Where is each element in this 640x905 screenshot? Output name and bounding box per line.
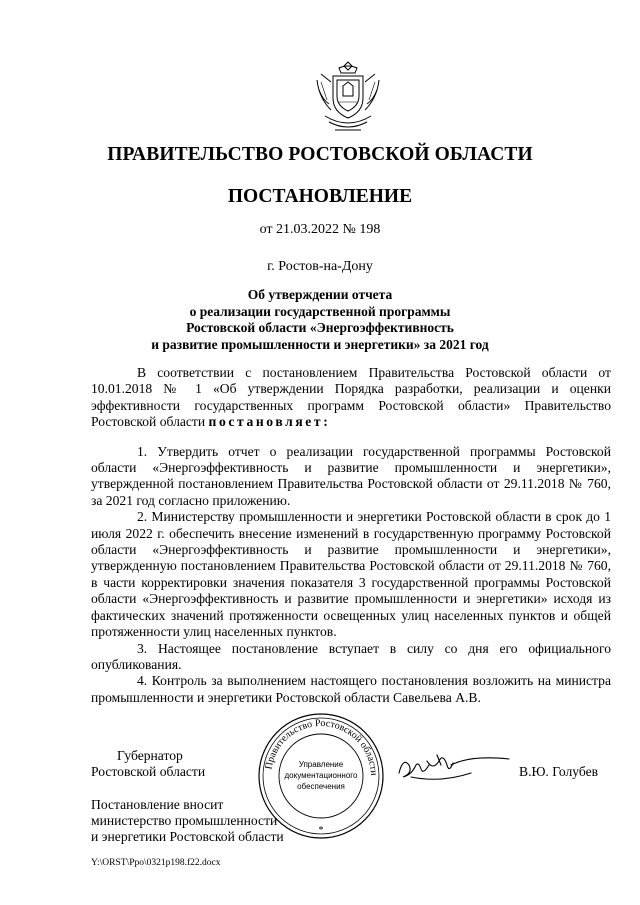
signatory-name: В.Ю. Голубев <box>519 764 599 779</box>
item-2: 2. Министерству промышленности и энергетики Ростовской области в срок до 1 июля 2022 г. обеспечить внесение изменений в государственную программу Ростовской области «Энергоэффективность и развитие промышленности и энергетики», утвержденную постановлением Правительства Ростовской области от 29.11.2018 № 760, в части корректировки значения показателя 3 государственной программы Ростовской области «Энергоэффективность и развитие промышленности и энергетики» исходя из фактических значений протяженности освещенных улиц населенных пунктов и общей протяженности улиц населенных пунктов. <box>91 509 611 640</box>
preamble <box>91 365 611 431</box>
stamp-inner-line3: обеспечения <box>297 782 345 791</box>
signatory-position-line2: Ростовской области <box>91 764 206 779</box>
stamp-ring-text: Правительство Ростовской области <box>263 717 380 776</box>
item-4: 4. Контроль за выполнением настоящего постановления возложить на министра промышленности и энергетики Ростовской области Савельева А.В. <box>91 673 611 705</box>
signatory-position-line1: Губернатор <box>117 748 183 763</box>
stamp-inner-line2: документационного <box>284 771 358 780</box>
item-1: 1. Утвердить отчет о реализации государственной программы Ростовской области «Энергоэффективность и развитие промышленности и энергетики», утвержденной постановлением Правительства Ростовской области от 29.11.2018 № 760, за 2021 год согласно приложению. <box>91 443 611 508</box>
preamble-text: В соответствии с постановлением Правительства Ростовской области от 10.01.2018 № 1 «Об утверждении Порядка разработки, реализации и оценки эффективности государственных программ Ростовской области» Правительство Ростовской области <box>91 365 611 430</box>
subject-line: Об утверждении отчета <box>247 287 393 302</box>
rostov-oblast-coat-of-arms-icon <box>313 60 383 136</box>
document-body <box>91 365 611 706</box>
submitted-by-line2: министерство промышленности <box>91 813 278 828</box>
submitted-by-line1: Постановление вносит <box>91 797 224 812</box>
handwritten-signature <box>393 747 513 787</box>
stamp-star: * <box>318 825 324 836</box>
subject-line: о реализации государственной программы <box>189 303 451 319</box>
stamp-inner-line1: Управление <box>298 760 344 769</box>
resolves-word: постановляет: <box>208 414 331 430</box>
city: г. Ростов-на-Дону <box>267 259 373 274</box>
submitted-by-line3: и энергетики Ростовской области <box>91 829 284 844</box>
date-number: от 21.03.2022 № 198 <box>259 222 381 237</box>
official-stamp <box>256 711 386 841</box>
file-path-footer: Y:\ORST\Ppo\0321p198.f22.docx <box>91 858 221 868</box>
document-type: ПОСТАНОВЛЕНИЕ <box>227 186 413 207</box>
item-3: 3. Настоящее постановление вступает в силу со дня его официального опубликования. <box>91 640 611 672</box>
subject-line: Ростовской области «Энергоэффективность <box>186 320 454 335</box>
document-subject <box>0 287 640 353</box>
subject-line: и развитие промышленности и энергетики» за 2021 год <box>151 336 489 352</box>
government-title: ПРАВИТЕЛЬСТВО РОСТОВСКОЙ ОБЛАСТИ <box>107 144 533 165</box>
